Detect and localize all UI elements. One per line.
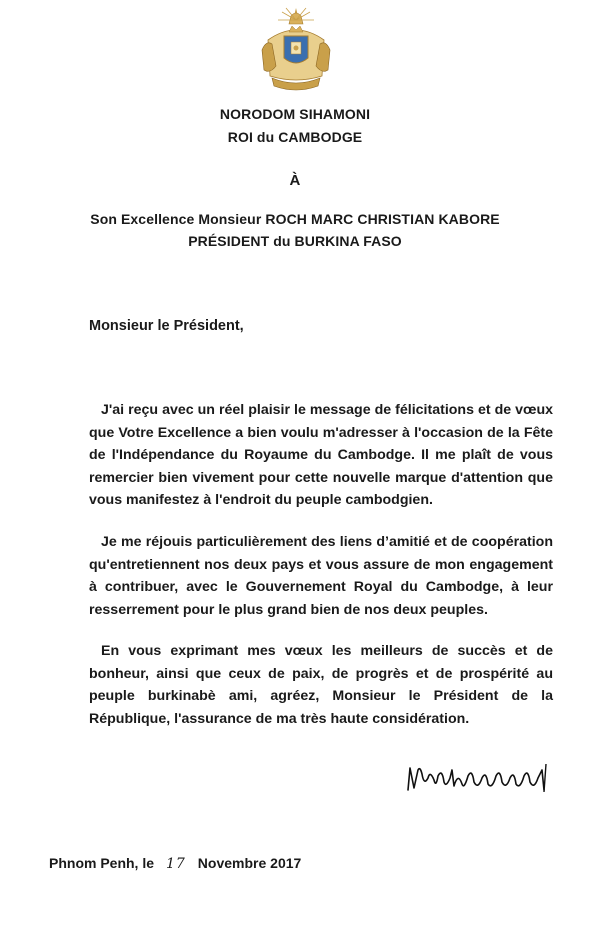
to-marker: À: [289, 172, 301, 189]
salutation: Monsieur le Président,: [89, 318, 244, 334]
closing-line: [49, 855, 301, 872]
paragraph-2: Je me réjouis particulièrement des liens d’amitié et de coopération qu'entretiennent nos deux pays et vous assure de mon engagement à contribuer, avec le Gouvernement Royal du Cambodge, à leur resserrement pour le plus grand bien de nos deux peuples.: [89, 534, 553, 618]
recipient-title: PRÉSIDENT du BURKINA FASO: [188, 233, 402, 249]
closing-month-year: Novembre 2017: [197, 855, 302, 871]
paragraph-3: En vous exprimant mes vœux les meilleurs de succès et de bonheur, ainsi que ceux de paix, de progrès et de prospérité au peuple burkinabè ami, agréez, Monsieur le Président de la République, l'assurance de ma très haute considération.: [89, 643, 553, 727]
closing-day: 17: [165, 856, 186, 872]
royal-coat-of-arms-icon: [258, 6, 334, 92]
sender-name: NORODOM SIHAMONI: [219, 106, 371, 122]
recipient-name: Son Excellence Monsieur ROCH MARC CHRISTIAN KABORE: [90, 211, 500, 227]
closing-place: Phnom Penh, le: [49, 855, 155, 871]
sender-title: ROI du CAMBODGE: [227, 129, 363, 145]
handwritten-signature: [402, 760, 552, 796]
paragraph-1: J'ai reçu avec un réel plaisir le message de félicitations et de vœux que Votre Excellence a bien voulu m'adresser à l'occasion de la Fête de l'Indépendance du Royaume du Cambodge. Il me plaît de vous remercier bien vivement pour cette nouvelle marque d'attention que vous manifestez à l'endroit du peuple cambodgien.: [89, 402, 553, 508]
